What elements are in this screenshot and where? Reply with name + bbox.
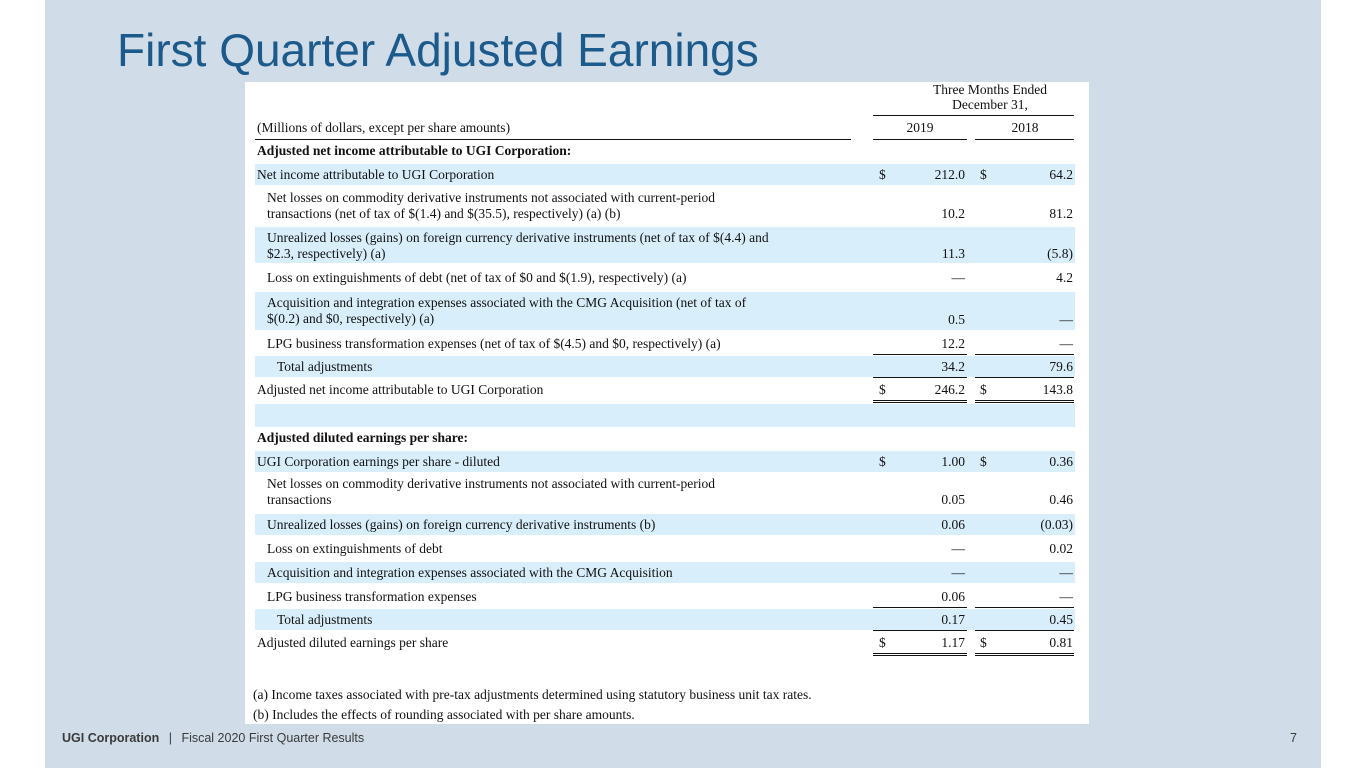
row-label: Total adjustments xyxy=(277,612,373,627)
value-2018: 79.6 xyxy=(1049,359,1073,374)
table-row xyxy=(255,143,1075,161)
value-2019: 212.0 xyxy=(934,167,965,182)
value-2018: 64.2 xyxy=(1049,167,1073,182)
row-label-cont: $2.3, respectively) (a) xyxy=(267,246,386,261)
value-2019: 0.05 xyxy=(941,492,965,507)
value-2018: (5.8) xyxy=(1047,246,1073,261)
value-2018: — xyxy=(1059,336,1073,351)
value-2019: 0.06 xyxy=(941,589,965,604)
footnote-b: (b) Includes the effects of rounding associated with per share amounts. xyxy=(253,707,635,722)
table-row xyxy=(255,562,1075,583)
section-heading: Adjusted diluted earnings per share: xyxy=(257,430,469,445)
page-number: 7 xyxy=(1290,731,1297,745)
value-2019: 0.5 xyxy=(948,312,965,327)
footnote-a: (a) Income taxes associated with pre-tax adjustments determined using statutory business unit tax rates. xyxy=(253,687,812,702)
grand-total-rule-2019 xyxy=(873,400,967,403)
spacer-row xyxy=(255,404,1075,427)
col-header-2019: 2019 xyxy=(906,120,934,135)
value-2018: 0.36 xyxy=(1049,454,1073,469)
table-row xyxy=(255,586,1075,607)
row-label-cont: transactions xyxy=(267,492,332,507)
value-2019: 10.2 xyxy=(941,206,965,221)
table-row xyxy=(255,188,1075,224)
table-row xyxy=(255,292,1075,330)
row-label: Loss on extinguishments of debt (net of tax of $0 and $(1.9), respectively) (a) xyxy=(267,270,687,285)
table-row xyxy=(255,538,1075,559)
table-row xyxy=(255,609,1075,630)
value-2018: 0.46 xyxy=(1049,492,1073,507)
row-label: LPG business transformation expenses xyxy=(267,589,477,604)
value-2018: 0.81 xyxy=(1049,635,1073,650)
table-row xyxy=(255,451,1075,472)
currency-symbol: $ xyxy=(879,167,886,182)
value-2018: (0.03) xyxy=(1040,517,1073,532)
value-2019: 1.17 xyxy=(941,635,965,650)
unit-note: (Millions of dollars, except per share amounts) xyxy=(257,120,511,135)
value-2019: — xyxy=(951,541,965,556)
currency-symbol: $ xyxy=(879,635,886,650)
currency-symbol: $ xyxy=(879,382,886,397)
table-row xyxy=(255,164,1075,185)
value-2018: — xyxy=(1059,589,1073,604)
row-label: Unrealized losses (gains) on foreign currency derivative instruments (net of tax of $(4.4) and xyxy=(267,230,769,245)
table-row xyxy=(255,333,1075,354)
row-label: Adjusted net income attributable to UGI Corporation xyxy=(257,382,544,397)
grand-total-rule-2018 xyxy=(975,400,1074,403)
total-rule-2018 xyxy=(975,630,1074,631)
footer-company: UGI Corporation xyxy=(62,731,160,745)
subtotal-rule-2019 xyxy=(873,354,967,355)
row-label: Total adjustments xyxy=(277,359,373,374)
period-header-line2: December 31, xyxy=(952,97,1028,112)
row-label: LPG business transformation expenses (net of tax of $(4.5) and $0, respectively) (a) xyxy=(267,336,721,351)
value-2018: 143.8 xyxy=(1042,382,1073,397)
currency-symbol: $ xyxy=(980,635,987,650)
row-label: Net losses on commodity derivative instruments not associated with current-period xyxy=(267,476,716,491)
value-2019: 11.3 xyxy=(941,246,965,261)
table-row xyxy=(255,474,1075,511)
value-2018: — xyxy=(1059,565,1073,580)
footer-subtitle: Fiscal 2020 First Quarter Results xyxy=(181,731,365,745)
table-row xyxy=(255,227,1075,263)
table-row xyxy=(255,267,1075,289)
header-rule xyxy=(873,115,1074,116)
row-label-cont: transactions (net of tax of $(1.4) and $(35.5), respectively) (a) (b) xyxy=(267,206,621,221)
label-col-rule xyxy=(255,139,851,140)
footer-separator: | xyxy=(168,731,172,745)
subtotal-rule-2019 xyxy=(873,607,967,608)
table-row xyxy=(255,356,1075,377)
value-2019: — xyxy=(951,270,965,285)
page-title: First Quarter Adjusted Earnings xyxy=(117,24,759,76)
col-2019-rule xyxy=(873,139,967,140)
value-2019: 0.17 xyxy=(941,612,965,627)
value-2018: 4.2 xyxy=(1056,270,1073,285)
currency-symbol: $ xyxy=(980,382,987,397)
period-header-line1: Three Months Ended xyxy=(933,82,1047,97)
section-heading: Adjusted net income attributable to UGI Corporation: xyxy=(257,143,572,158)
table-row xyxy=(255,514,1075,535)
row-label: Acquisition and integration expenses associated with the CMG Acquisition xyxy=(267,565,673,580)
table-row xyxy=(255,380,1075,401)
value-2019: 12.2 xyxy=(941,336,965,351)
value-2018: 0.45 xyxy=(1049,612,1073,627)
value-2019: 1.00 xyxy=(941,454,965,469)
col-header-2018: 2018 xyxy=(1011,120,1039,135)
grand-total-rule-2018 xyxy=(975,653,1074,656)
total-rule-2019 xyxy=(873,377,967,378)
row-label: UGI Corporation earnings per share - diluted xyxy=(257,454,500,469)
subtotal-rule-2018 xyxy=(975,354,1074,355)
total-rule-2018 xyxy=(975,377,1074,378)
total-rule-2019 xyxy=(873,630,967,631)
value-2018: — xyxy=(1059,312,1073,327)
row-label: Adjusted diluted earnings per share xyxy=(257,635,449,650)
value-2019: 246.2 xyxy=(934,382,965,397)
grand-total-rule-2019 xyxy=(873,653,967,656)
currency-symbol: $ xyxy=(980,167,987,182)
value-2019: 34.2 xyxy=(941,359,965,374)
row-label: Unrealized losses (gains) on foreign currency derivative instruments (b) xyxy=(267,517,656,532)
earnings-table-image xyxy=(245,82,1089,724)
table-row xyxy=(255,633,1075,654)
value-2019: — xyxy=(951,565,965,580)
row-label: Acquisition and integration expenses associated with the CMG Acquisition (net of tax of xyxy=(267,295,747,310)
row-label-cont: $(0.2) and $0, respectively) (a) xyxy=(267,311,435,326)
value-2018: 81.2 xyxy=(1049,206,1073,221)
value-2018: 0.02 xyxy=(1049,541,1073,556)
subtotal-rule-2018 xyxy=(975,607,1074,608)
col-2018-rule xyxy=(975,139,1074,140)
row-label: Net income attributable to UGI Corporation xyxy=(257,167,495,182)
slide-footer xyxy=(62,731,364,745)
value-2019: 0.06 xyxy=(941,517,965,532)
currency-symbol: $ xyxy=(980,454,987,469)
currency-symbol: $ xyxy=(879,454,886,469)
row-label: Loss on extinguishments of debt xyxy=(267,541,443,556)
row-label: Net losses on commodity derivative instruments not associated with current-period xyxy=(267,190,716,205)
table-row xyxy=(255,429,1075,449)
